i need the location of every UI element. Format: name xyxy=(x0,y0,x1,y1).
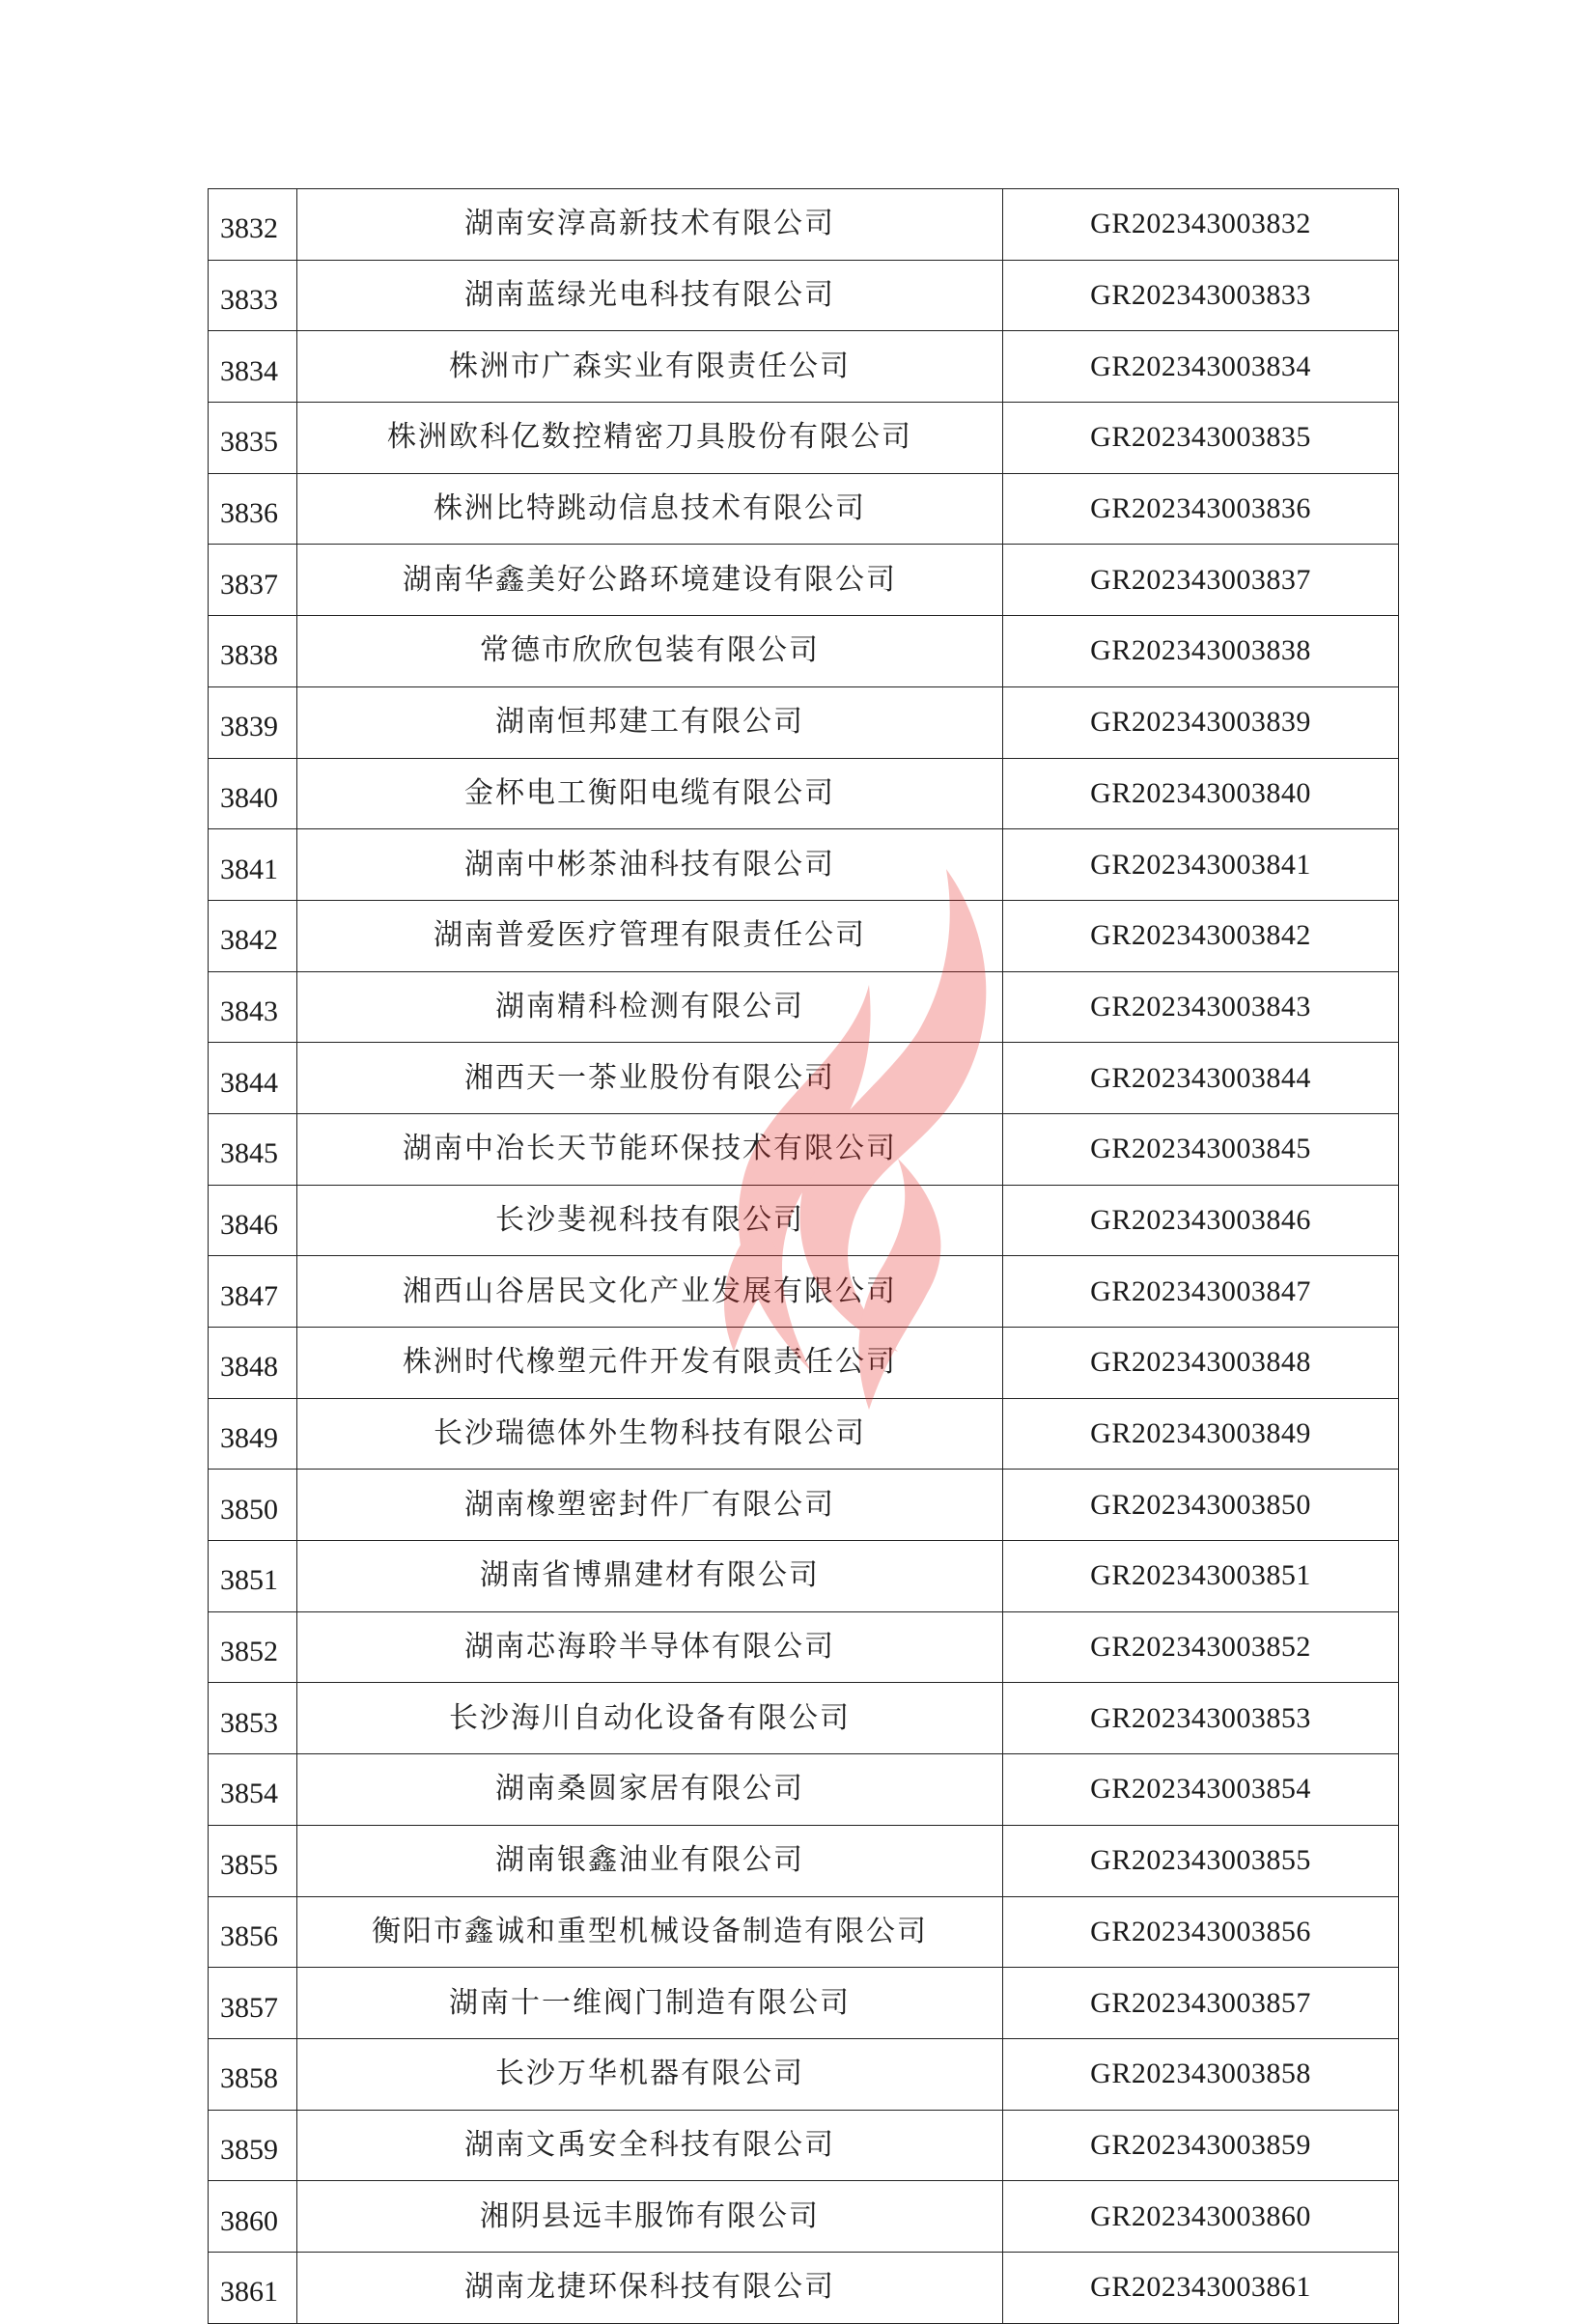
row-index: 3854 xyxy=(209,1754,297,1826)
row-index: 3842 xyxy=(209,900,297,971)
table-row xyxy=(209,2252,1399,2323)
table-row xyxy=(209,473,1399,545)
company-name: 衡阳市鑫诚和重型机械设备制造有限公司 xyxy=(297,1896,1003,1968)
table-row xyxy=(209,1541,1399,1612)
table-row xyxy=(209,616,1399,687)
certificate-code: GR202343003841 xyxy=(1003,829,1399,901)
table-row xyxy=(209,189,1399,261)
row-index: 3840 xyxy=(209,758,297,829)
company-name: 湖南恒邦建工有限公司 xyxy=(297,686,1003,758)
certificate-code: GR202343003854 xyxy=(1003,1754,1399,1826)
company-name: 湖南十一维阀门制造有限公司 xyxy=(297,1968,1003,2039)
table-row xyxy=(209,1825,1399,1896)
table-row xyxy=(209,1470,1399,1541)
certificate-code: GR202343003838 xyxy=(1003,616,1399,687)
company-name: 湖南文禹安全科技有限公司 xyxy=(297,2110,1003,2181)
table-row xyxy=(209,1754,1399,1826)
row-index: 3859 xyxy=(209,2110,297,2181)
table-row xyxy=(209,1328,1399,1399)
table-row xyxy=(209,403,1399,474)
table-row xyxy=(209,2181,1399,2253)
company-name: 湖南龙捷环保科技有限公司 xyxy=(297,2252,1003,2323)
certificate-code: GR202343003834 xyxy=(1003,331,1399,403)
company-name: 湖南橡塑密封件厂有限公司 xyxy=(297,1470,1003,1541)
company-name: 常德市欣欣包装有限公司 xyxy=(297,616,1003,687)
company-name: 长沙斐视科技有限公司 xyxy=(297,1185,1003,1256)
certificate-code: GR202343003833 xyxy=(1003,260,1399,331)
company-name: 金杯电工衡阳电缆有限公司 xyxy=(297,758,1003,829)
company-name: 长沙瑞德体外生物科技有限公司 xyxy=(297,1398,1003,1470)
row-index: 3843 xyxy=(209,971,297,1043)
table-row xyxy=(209,1113,1399,1185)
table-row xyxy=(209,1968,1399,2039)
table-row xyxy=(209,2110,1399,2181)
company-name: 株洲时代橡塑元件开发有限责任公司 xyxy=(297,1328,1003,1399)
row-index: 3833 xyxy=(209,260,297,331)
certificate-code: GR202343003850 xyxy=(1003,1470,1399,1541)
company-name: 湘西山谷居民文化产业发展有限公司 xyxy=(297,1256,1003,1328)
table-row xyxy=(209,829,1399,901)
row-index: 3846 xyxy=(209,1185,297,1256)
row-index: 3836 xyxy=(209,473,297,545)
row-index: 3853 xyxy=(209,1683,297,1754)
company-name: 湖南华鑫美好公路环境建设有限公司 xyxy=(297,545,1003,616)
row-index: 3835 xyxy=(209,403,297,474)
certificate-code: GR202343003856 xyxy=(1003,1896,1399,1968)
row-index: 3845 xyxy=(209,1113,297,1185)
row-index: 3841 xyxy=(209,829,297,901)
company-name: 湖南芯海聆半导体有限公司 xyxy=(297,1611,1003,1683)
certificate-code: GR202343003840 xyxy=(1003,758,1399,829)
row-index: 3856 xyxy=(209,1896,297,1968)
table-row xyxy=(209,2038,1399,2110)
company-name: 湖南银鑫油业有限公司 xyxy=(297,1825,1003,1896)
company-name: 株洲欧科亿数控精密刀具股份有限公司 xyxy=(297,403,1003,474)
certificate-code: GR202343003845 xyxy=(1003,1113,1399,1185)
row-index: 3839 xyxy=(209,686,297,758)
certificate-code: GR202343003859 xyxy=(1003,2110,1399,2181)
certificate-code: GR202343003836 xyxy=(1003,473,1399,545)
table-row xyxy=(209,1256,1399,1328)
row-index: 3838 xyxy=(209,616,297,687)
certificate-code: GR202343003835 xyxy=(1003,403,1399,474)
row-index: 3848 xyxy=(209,1328,297,1399)
certificate-code: GR202343003846 xyxy=(1003,1185,1399,1256)
certificate-code: GR202343003847 xyxy=(1003,1256,1399,1328)
company-name: 湖南桑圆家居有限公司 xyxy=(297,1754,1003,1826)
row-index: 3851 xyxy=(209,1541,297,1612)
certificate-code: GR202343003837 xyxy=(1003,545,1399,616)
company-name: 株洲市广森实业有限责任公司 xyxy=(297,331,1003,403)
certificate-code: GR202343003853 xyxy=(1003,1683,1399,1754)
table-row xyxy=(209,331,1399,403)
certificate-code: GR202343003849 xyxy=(1003,1398,1399,1470)
table-row xyxy=(209,758,1399,829)
row-index: 3844 xyxy=(209,1043,297,1114)
certificate-code: GR202343003843 xyxy=(1003,971,1399,1043)
table-row xyxy=(209,1185,1399,1256)
row-index: 3860 xyxy=(209,2181,297,2253)
company-name: 湖南精科检测有限公司 xyxy=(297,971,1003,1043)
table-body xyxy=(209,189,1399,2324)
company-name: 湖南省博鼎建材有限公司 xyxy=(297,1541,1003,1612)
table-row xyxy=(209,1043,1399,1114)
table-row xyxy=(209,1611,1399,1683)
table-row xyxy=(209,1398,1399,1470)
row-index: 3837 xyxy=(209,545,297,616)
company-name: 株洲比特跳动信息技术有限公司 xyxy=(297,473,1003,545)
row-index: 3855 xyxy=(209,1825,297,1896)
company-name: 长沙万华机器有限公司 xyxy=(297,2038,1003,2110)
company-name: 湘阴县远丰服饰有限公司 xyxy=(297,2181,1003,2253)
table-row xyxy=(209,545,1399,616)
table-row xyxy=(209,900,1399,971)
certificate-code: GR202343003839 xyxy=(1003,686,1399,758)
certificate-code: GR202343003857 xyxy=(1003,1968,1399,2039)
table-row xyxy=(209,1683,1399,1754)
enterprise-list-table xyxy=(208,188,1399,2324)
company-name: 湘西天一茶业股份有限公司 xyxy=(297,1043,1003,1114)
company-name: 湖南普爱医疗管理有限责任公司 xyxy=(297,900,1003,971)
row-index: 3850 xyxy=(209,1470,297,1541)
table-row xyxy=(209,1896,1399,1968)
certificate-code: GR202343003852 xyxy=(1003,1611,1399,1683)
certificate-code: GR202343003848 xyxy=(1003,1328,1399,1399)
table-row xyxy=(209,686,1399,758)
company-name: 长沙海川自动化设备有限公司 xyxy=(297,1683,1003,1754)
row-index: 3832 xyxy=(209,189,297,261)
certificate-code: GR202343003855 xyxy=(1003,1825,1399,1896)
certificate-code: GR202343003860 xyxy=(1003,2181,1399,2253)
row-index: 3861 xyxy=(209,2252,297,2323)
row-index: 3847 xyxy=(209,1256,297,1328)
certificate-code: GR202343003851 xyxy=(1003,1541,1399,1612)
company-name: 湖南中彬茶油科技有限公司 xyxy=(297,829,1003,901)
certificate-code: GR202343003861 xyxy=(1003,2252,1399,2323)
company-name: 湖南安淳高新技术有限公司 xyxy=(297,189,1003,261)
company-name: 湖南蓝绿光电科技有限公司 xyxy=(297,260,1003,331)
row-index: 3857 xyxy=(209,1968,297,2039)
table-row xyxy=(209,971,1399,1043)
row-index: 3858 xyxy=(209,2038,297,2110)
row-index: 3834 xyxy=(209,331,297,403)
row-index: 3849 xyxy=(209,1398,297,1470)
row-index: 3852 xyxy=(209,1611,297,1683)
certificate-code: GR202343003858 xyxy=(1003,2038,1399,2110)
table-row xyxy=(209,260,1399,331)
certificate-code: GR202343003842 xyxy=(1003,900,1399,971)
certificate-code: GR202343003844 xyxy=(1003,1043,1399,1114)
company-name: 湖南中冶长天节能环保技术有限公司 xyxy=(297,1113,1003,1185)
certificate-code: GR202343003832 xyxy=(1003,189,1399,261)
